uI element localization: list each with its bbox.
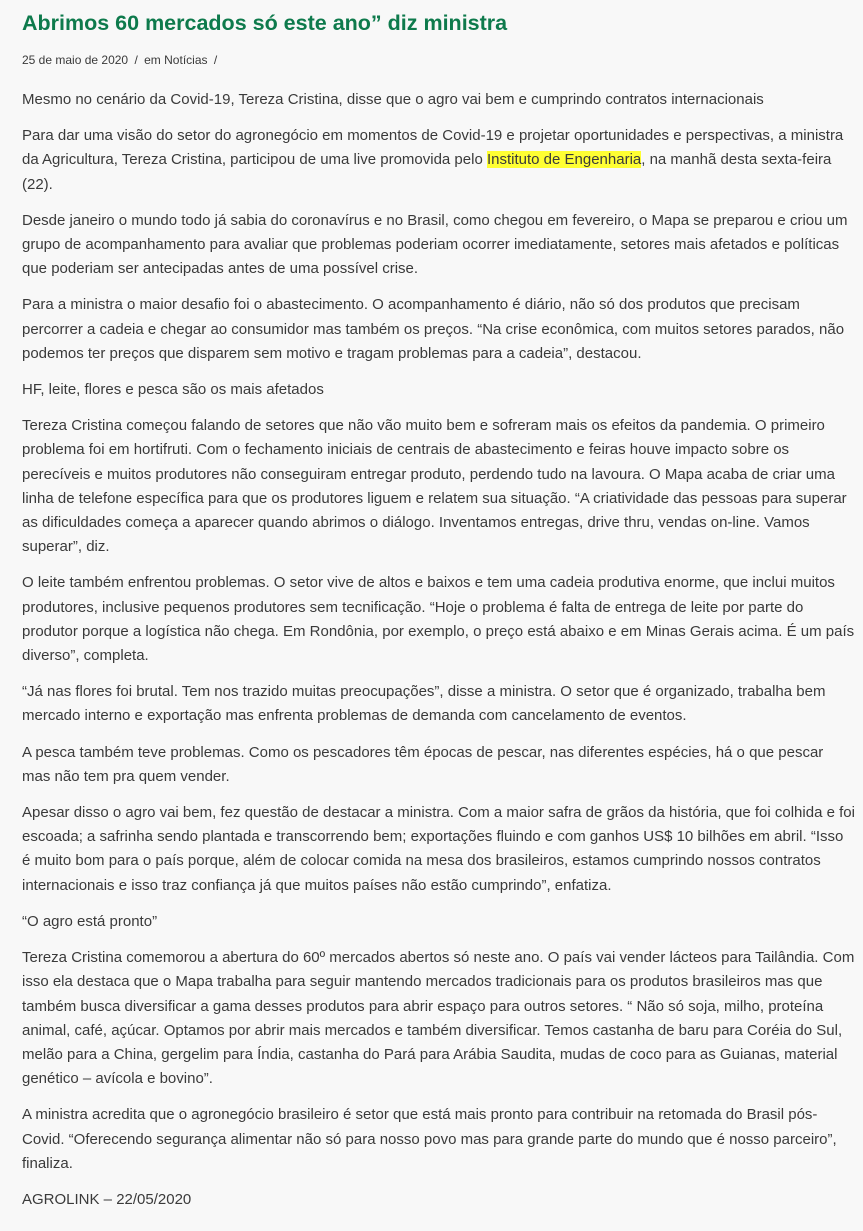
meta-separator: / xyxy=(134,53,138,67)
publish-date: 25 de maio de 2020 xyxy=(22,53,129,67)
article-body xyxy=(22,88,855,1212)
subheading-agro-ready: “O agro está pronto” xyxy=(22,912,158,930)
source-credit: AGROLINK – 22/05/2020 xyxy=(22,1190,192,1208)
paragraph-4: Para a ministra o maior desafio foi o abastecimento. O acompanhamento é diário, não só dos produtos que precisam percorrer a cadeia e chegar ao consumidor mas também os preços. “Na crise econômica, com muitos setores parados, não podemos ter preços que disparem sem motivo e tragam problemas para a cadeia”, destacou. xyxy=(22,296,845,362)
paragraph-2-after: , na manhã desta sexta-feira (22). xyxy=(22,151,832,193)
meta-trailing-separator: / xyxy=(213,53,218,67)
paragraph-9: A pesca também teve problemas. Como os pescadores têm épocas de pescar, nas diferentes espécies, há o que pescar mas não tem pra quem vender. xyxy=(22,743,824,785)
instituto-engenharia-link[interactable]: Instituto de Engenharia xyxy=(486,151,642,169)
category-prefix: em xyxy=(144,53,161,67)
category-link[interactable]: Notícias xyxy=(164,53,208,67)
paragraph-2 xyxy=(22,124,855,197)
paragraph-2-before: Para dar uma visão do setor do agronegócio em momentos de Covid-19 e projetar oportunidades e perspectivas, a ministra da Agricultura, Tereza Cristina, participou de uma live promovida pelo xyxy=(22,127,844,169)
subheading-affected-sectors: HF, leite, flores e pesca são os mais afetados xyxy=(22,381,324,399)
highlighted-link-mark xyxy=(487,151,641,168)
article-title: Abrimos 60 mercados só este ano” diz ministra xyxy=(22,11,508,35)
paragraph-13: A ministra acredita que o agronegócio brasileiro é setor que está mais pronto para contribuir na retomada do Brasil pós-Covid. “Oferecendo segurança alimentar não só para nosso povo mas para grande parte do mundo que é nosso parceiro”, finaliza. xyxy=(22,1106,837,1172)
paragraph-6: Tereza Cristina começou falando de setores que não vão muito bem e sofreram mais os efeitos da pandemia. O primeiro problema foi em hortifruti. Com o fechamento iniciais de centrais de abastecimento e feiras houve impacto sobre os perecíveis e muitos produtores não conseguiram entregar produto, perdendo tudo na lavoura. O Mapa acaba de criar uma linha de telefone específica para que os produtores liguem e relatem sua situação. “A criatividade das pessoas para superar as dificuldades começa a aparecer quando abrimos o diálogo. Inventamos entregas, drive thru, vendas on-line. Vamos superar”, diz. xyxy=(22,417,847,556)
paragraph-1: Mesmo no cenário da Covid-19, Tereza Cristina, disse que o agro vai bem e cumprindo contratos internacionais xyxy=(22,91,764,108)
paragraph-8: “Já nas flores foi brutal. Tem nos trazido muitas preocupações”, disse a ministra. O setor que é organizado, trabalha bem mercado interno e exportação mas enfrenta problemas de demanda com cancelamento de eventos. xyxy=(22,683,826,725)
paragraph-10: Apesar disso o agro vai bem, fez questão de destacar a ministra. Com a maior safra de grãos da história, que foi colhida e foi escoada; a safrinha sendo plantada e transcorrendo bem; exportações fluindo e com ganhos US$ 10 bilhões em abril. “Isso é muito bom para o país porque, além de colocar comida na mesa dos brasileiros, estamos cumprindo nossos contratos internacionais e isso traz confiança já que muitos países não estão cumprindo”, enfatiza. xyxy=(22,804,855,894)
paragraph-12: Tereza Cristina comemorou a abertura do 60º mercados abertos só neste ano. O país vai vender lácteos para Tailândia. Com isso ela destaca que o Mapa trabalha para seguir mantendo mercados tradicionais para os produtos brasileiros mas que também busca diversificar a gama desses produtos para abrir espaço para outros setores. “ Não só soja, milho, proteína animal, café, açúcar. Optamos por abrir mais mercados e também diversificar. Temos castanha de baru para Coréia do Sul, melão para a China, gergelim para Índia, castanha do Pará para Arábia Saudita, mudas de coco para as Guianas, material genético – avícola e bovino”. xyxy=(22,949,855,1088)
paragraph-7: O leite também enfrentou problemas. O setor vive de altos e baixos e tem uma cadeia produtiva enorme, que inclui muitos produtores, inclusive pequenos produtores sem tecnificação. “Hoje o problema é falta de entrega de leite por parte do produtor porque a logística não chega. Em Rondônia, por exemplo, o preço está abaixo e em Minas Gerais acima. É um país diverso”, completa. xyxy=(22,574,855,665)
paragraph-3: Desde janeiro o mundo todo já sabia do coronavírus e no Brasil, como chegou em fevereiro, o Mapa se preparou e criou um grupo de acompanhamento para avaliar que problemas poderiam ocorrer imediatamente, setores mais afetados e políticas que poderiam ser antecipadas antes de uma possível crise. xyxy=(22,211,848,278)
article-meta xyxy=(22,52,855,68)
